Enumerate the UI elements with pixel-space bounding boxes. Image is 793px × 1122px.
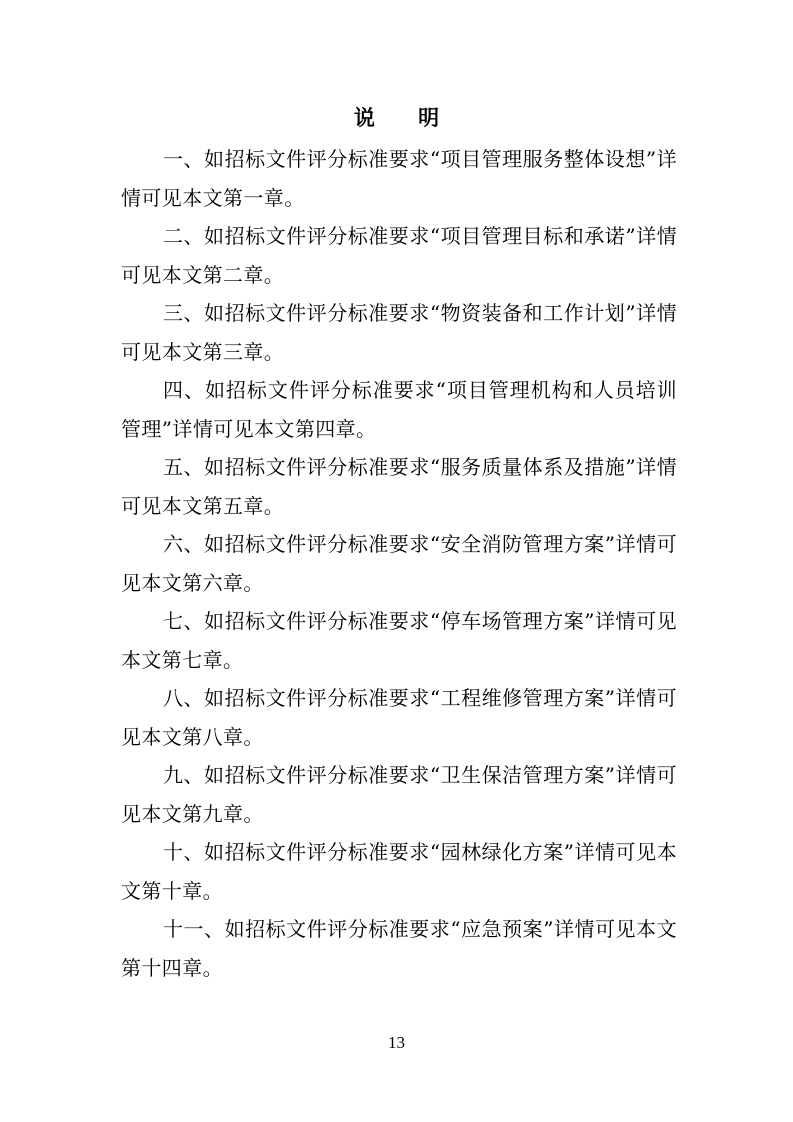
paragraph-4: 四、如招标文件评分标准要求“项目管理机构和人员培训管理”详情可见本文第四章。 xyxy=(121,378,677,441)
page-number: 13 xyxy=(388,1033,405,1052)
paragraph-7: 七、如招标文件评分标准要求“停车场管理方案”详情可见本文第七章。 xyxy=(121,609,677,672)
paragraph-6: 六、如招标文件评分标准要求“安全消防管理方案”详情可见本文第六章。 xyxy=(121,532,677,595)
document-title: 说 明 xyxy=(353,105,458,130)
paragraph-2: 二、如招标文件评分标准要求“项目管理目标和承诺”详情可见本文第二章。 xyxy=(121,224,677,287)
paragraph-11: 十一、如招标文件评分标准要求“应急预案”详情可见本文第十四章。 xyxy=(121,917,677,980)
document-body xyxy=(121,140,677,987)
paragraph-10: 十、如招标文件评分标准要求“园林绿化方案”详情可见本文第十章。 xyxy=(121,840,677,903)
paragraph-9: 九、如招标文件评分标准要求“卫生保洁管理方案”详情可见本文第九章。 xyxy=(121,763,677,826)
paragraph-8: 八、如招标文件评分标准要求“工程维修管理方案”详情可见本文第八章。 xyxy=(121,686,677,749)
paragraph-5: 五、如招标文件评分标准要求“服务质量体系及措施”详情可见本文第五章。 xyxy=(121,455,677,518)
paragraph-1: 一、如招标文件评分标准要求“项目管理服务整体设想”详情可见本文第一章。 xyxy=(121,147,677,210)
paragraph-3: 三、如招标文件评分标准要求“物资装备和工作计划”详情可见本文第三章。 xyxy=(121,301,677,364)
